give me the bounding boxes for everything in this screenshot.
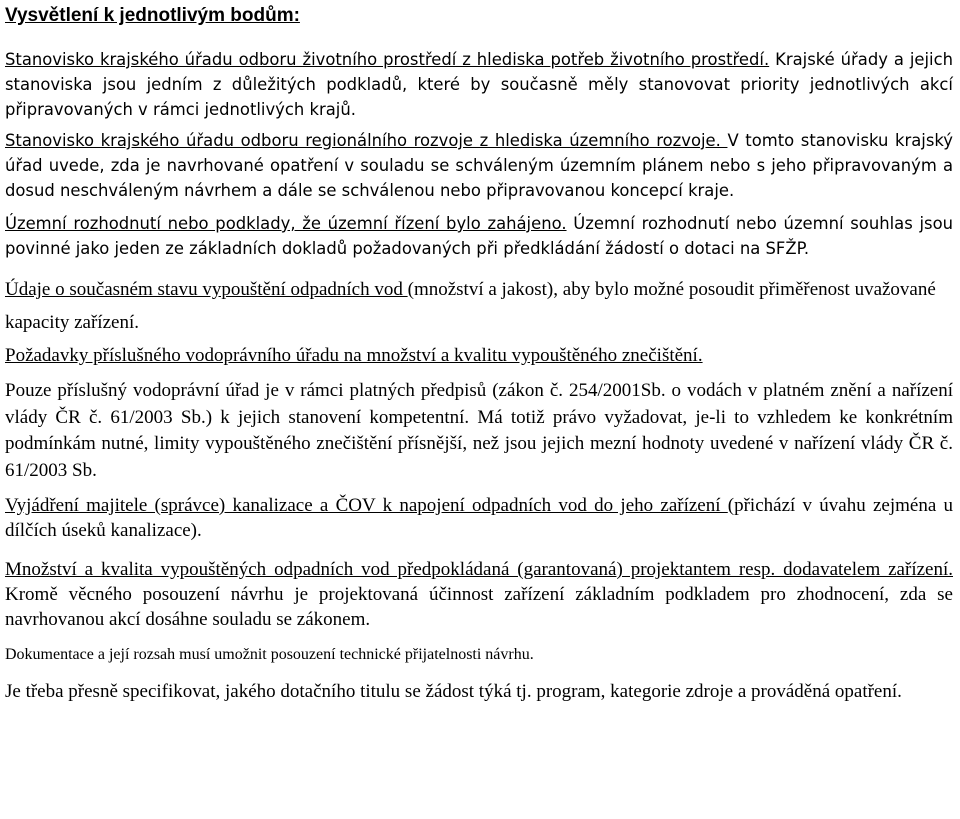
paragraph-krajsky-urad-zp (5, 47, 953, 122)
paragraph-body: (přichází v úvahu zejména u dílčích úseků kanalizace). (5, 495, 954, 541)
paragraph-krajsky-urad-rr (5, 128, 953, 203)
paragraph-lead: Stanovisko krajského úřadu odboru regionálního rozvoje z hlediska územního rozvoje. (5, 131, 728, 150)
paragraph-body: Pouze příslušný vodoprávní úřad je v rámci platných předpisů (zákon č. 254/2001Sb. o vodách v platném znění a nařízení vlády ČR č. 61/2003 Sb.) k jejich stanovení kompetentní. Má totiž právo vyžadovat, je-li to vzhledem ke konkrétním podmínkám nutné, limity vypouštěného znečištění přísnější, než jsou jejich mezní hodnoty uvedené v nařízení vlády ČR č. 61/2003 Sb. (5, 380, 953, 481)
paragraph-dotacni-titul (5, 679, 953, 704)
paragraph-lead: Množství a kvalita vypouštěných odpadních vod předpokládaná (garantovaná) projektantem resp. dodavatelem zařízení. (5, 559, 953, 580)
paragraph-lead: Územní rozhodnutí nebo podklady, že územní řízení bylo zahájeno. (5, 214, 567, 233)
paragraph-body: Kromě věcného posouzení návrhu je projektovaná účinnost zařízení základním podkladem pro zhodnocení, zda se navrhovanou akcí dosáhne souladu se zákonem. (5, 584, 953, 630)
paragraph-body: (množství a jakost), aby bylo možné posoudit přiměřenost uvažované kapacity zařízení. (5, 279, 936, 333)
paragraph-body: Je třeba přesně specifikovat, jakého dotačního titulu se žádost týká tj. program, kategorie zdroje a prováděná opatření. (5, 681, 902, 702)
document-page (5, 0, 953, 704)
paragraph-dokumentace (5, 642, 953, 667)
document-heading: Vysvětlení k jednotlivým bodům: (5, 5, 300, 26)
paragraph-uzemni-rozhodnuti (5, 211, 953, 261)
paragraph-pozadavky (5, 343, 953, 368)
paragraph-body: V tomto stanovisku krajský úřad uvede, zda je navrhované opatření v souladu se schváleným územním plánem nebo s jeho připravovaným a dosud neschváleným návrhem a dále se schválenou nebo připravovanou koncepcí kraje. (5, 131, 953, 200)
paragraph-vodopravni-urad (5, 378, 953, 484)
paragraph-body: Krajské úřady a jejich stanoviska jsou jedním z důležitých podkladů, které by současně měly stanovovat priority jednotlivých akcí připravovaných v rámci jednotlivých krajů. (5, 50, 953, 119)
paragraph-vyjadreni-majitele (5, 493, 953, 543)
paragraph-body: Územní rozhodnutí nebo územní souhlas jsou povinné jako jeden ze základních dokladů požadovaných při předkládání žádostí o dotaci na SFŽP. (5, 214, 953, 258)
paragraph-lead: Stanovisko krajského úřadu odboru životního prostředí z hlediska potřeb životního prostředí. (5, 50, 770, 69)
paragraph-lead: Údaje o současném stavu vypouštění odpadních vod (5, 279, 408, 300)
paragraph-body: Dokumentace a její rozsah musí umožnit posouzení technické přijatelnosti návrhu. (5, 646, 534, 663)
paragraph-udaje-stav (5, 273, 953, 339)
paragraph-mnozstvi-kvalita (5, 557, 953, 632)
paragraph-lead: Požadavky příslušného vodoprávního úřadu na množství a kvalitu vypouštěného znečištění. (5, 345, 703, 366)
paragraph-lead: Vyjádření majitele (správce) kanalizace a ČOV k napojení odpadních vod do jeho zařízení (5, 495, 728, 516)
